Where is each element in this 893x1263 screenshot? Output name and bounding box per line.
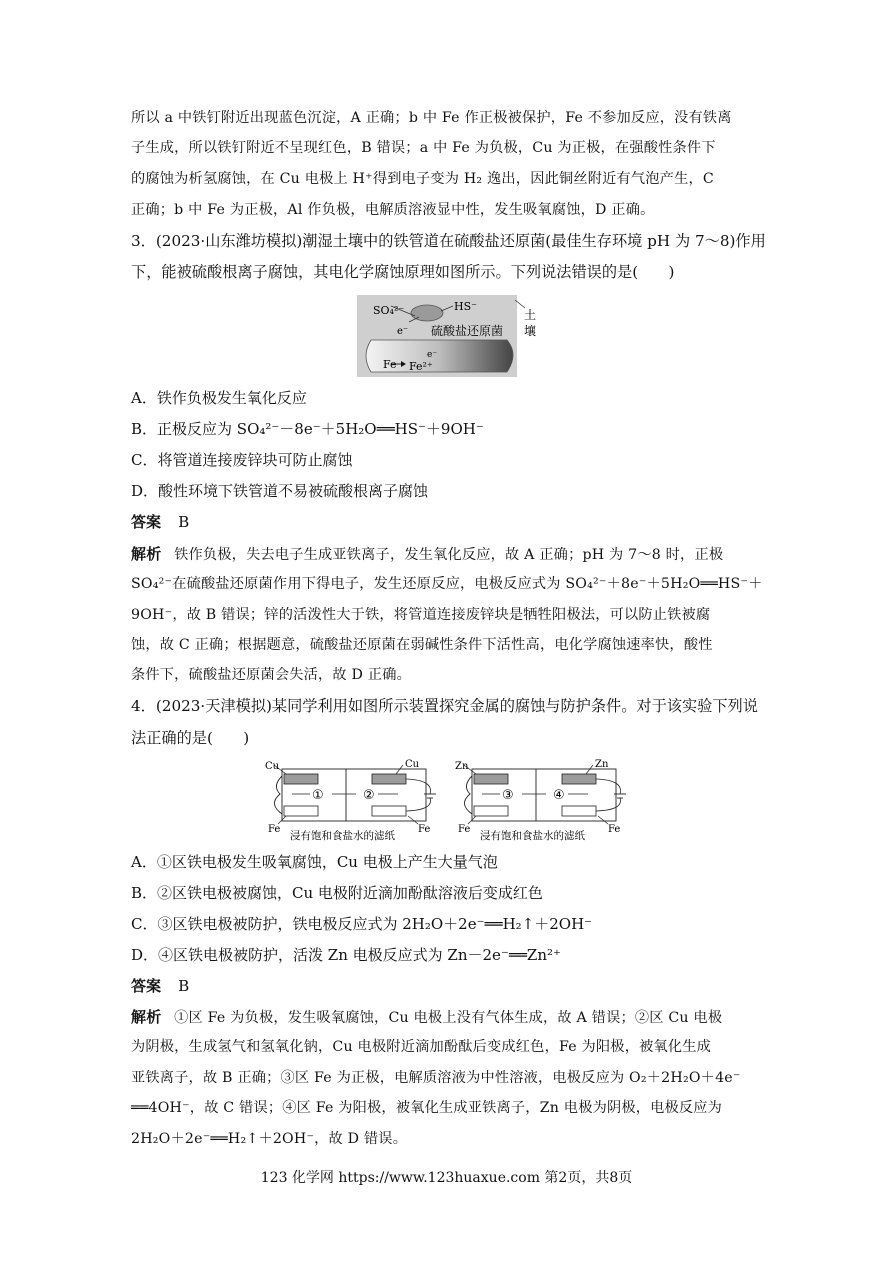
analysis-text: 铁作负极，失去电子生成亚铁离子，发生氧化反应，故 A 正确；pH 为 7～8 时，正极 bbox=[174, 547, 724, 563]
analysis-line: 2H₂O＋2e⁻══H₂↑＋2OH⁻，故 D 错误。 bbox=[131, 1131, 408, 1147]
analysis-line: ══4OH⁻，故 C 错误；④区 Fe 为阳极，被氧化生成亚铁离子，Zn 电极为阴极，电极反应为 bbox=[131, 1100, 723, 1116]
corrosion-diagram bbox=[357, 292, 539, 380]
analysis-line: 条件下，硫酸盐还原菌会失活，故 D 正确。 bbox=[131, 667, 411, 683]
question-4-stem: 4．(2023·天津模拟)某同学利用如图所示装置探究金属的腐蚀与防护条件。对于该实验下列说 bbox=[131, 697, 758, 715]
analysis-line: 9OH⁻，故 B 错误；锌的活泼性大于铁，将管道连接废锌块是牺牲阳极法，可以防止铁被腐 bbox=[131, 607, 711, 623]
apparatus-left bbox=[265, 759, 436, 842]
electron-label: e⁻ bbox=[427, 350, 438, 360]
explanation-line: 子生成，所以铁钉附近不呈现红色，B 错误；a 中 Fe 为负极，Cu 为正极，在强酸性条件下 bbox=[131, 140, 716, 156]
option-b: B．正极反应为 SO₄²⁻－8e⁻＋5H₂O══HS⁻＋9OH⁻ bbox=[131, 420, 484, 438]
analysis-line bbox=[131, 543, 766, 566]
question-4-stem: 法正确的是( ) bbox=[131, 729, 250, 747]
fe2-label: Fe²⁺ bbox=[409, 360, 433, 373]
analysis-line: 为阴极，生成氢气和氢氧化钠，Cu 电极附近滴加酚酞后变成红色，Fe 为阳极，被氧化生成 bbox=[131, 1039, 712, 1055]
fe-label: Fe bbox=[458, 824, 471, 835]
analysis-line: 蚀，故 C 正确；根据题意，硫酸盐还原菌在弱碱性条件下活性高，电化学腐蚀速率快，酸性 bbox=[131, 637, 713, 653]
analysis-label: 解析 bbox=[131, 545, 162, 563]
cu-label: Cu bbox=[405, 759, 420, 770]
zn-label: Zn bbox=[455, 761, 469, 772]
answer-row bbox=[131, 975, 766, 997]
explanation-line: 所以 a 中铁钉附近出现蓝色沉淀，A 正确；b 中 Fe 作正极被保护，Fe 不参加反应，没有铁离 bbox=[131, 110, 732, 126]
answer-value: B bbox=[178, 513, 190, 531]
fe-label: Fe bbox=[418, 824, 431, 835]
zone-1-label: ① bbox=[312, 788, 324, 803]
analysis-line bbox=[131, 1006, 766, 1029]
question-3-stem: 3．(2023·山东潍坊模拟)潮湿土壤中的铁管道在硫酸盐还原菌(最佳生存环境 pH 为 7～8)作用 bbox=[131, 232, 766, 250]
answer-value: B bbox=[178, 977, 190, 995]
filter-paper-caption: 浸有饱和食盐水的滤纸 bbox=[480, 830, 585, 842]
option-d: D．酸性环境下铁管道不易被硫酸根离子腐蚀 bbox=[131, 482, 429, 500]
fe-label: Fe bbox=[268, 824, 281, 835]
analysis-label: 解析 bbox=[131, 1008, 162, 1026]
question-3-stem: 下，能被硫酸根离子腐蚀，其电化学腐蚀原理如图所示。下列说法错误的是( ) bbox=[131, 263, 675, 281]
zone-4-label: ④ bbox=[553, 788, 565, 803]
bacteria-label: 硫酸盐还原菌 bbox=[431, 324, 504, 338]
zone-3-label: ③ bbox=[502, 788, 514, 803]
zn-label: Zn bbox=[595, 759, 609, 770]
option-a: A．铁作负极发生氧化反应 bbox=[131, 389, 307, 407]
page-footer: 123 化学网 https://www.123huaxue.com 第2页，共8页 bbox=[260, 1170, 633, 1186]
option-c: C．将管道连接废锌块可防止腐蚀 bbox=[131, 451, 353, 469]
explanation-line: 的腐蚀为析氢腐蚀，在 Cu 电极上 H⁺得到电子变为 H₂ 逸出，因此铜丝附近有气泡产生，C bbox=[131, 171, 714, 187]
analysis-text: ①区 Fe 为负极，发生吸氧腐蚀，Cu 电极上没有气体生成，故 A 错误；②区 Cu 电极 bbox=[174, 1010, 723, 1026]
option-c: C．③区铁电极被防护，铁电极反应式为 2H₂O＋2e⁻══H₂↑＋2OH⁻ bbox=[131, 915, 593, 933]
answer-label: 答案 bbox=[131, 977, 162, 995]
analysis-line: SO₄²⁻在硫酸盐还原菌作用下得电子，发生还原反应，电极反应式为 SO₄²⁻＋8e⁻＋5H₂O══HS⁻＋ bbox=[131, 576, 763, 592]
option-b: B．②区铁电极被腐蚀，Cu 电极附近滴加酚酞溶液后变成红色 bbox=[131, 884, 543, 902]
electron-label: e⁻ bbox=[397, 326, 409, 337]
filter-paper-caption: 浸有饱和食盐水的滤纸 bbox=[290, 830, 395, 842]
fe-label: Fe bbox=[383, 358, 397, 371]
option-d: D．④区铁电极被防护，活泼 Zn 电极反应式为 Zn－2e⁻══Zn²⁺ bbox=[131, 946, 561, 964]
analysis-line: 亚铁离子，故 B 正确；③区 Fe 为正极，电解质溶液为中性溶液，电极反应为 O₂＋2H₂O＋4e⁻ bbox=[131, 1070, 741, 1086]
zone-2-label: ② bbox=[363, 788, 375, 803]
option-a: A．①区铁电极发生吸氧腐蚀，Cu 电极上产生大量气泡 bbox=[131, 853, 498, 871]
cu-label: Cu bbox=[265, 761, 280, 772]
so4-label: SO₄²⁻ bbox=[373, 304, 405, 317]
answer-label: 答案 bbox=[131, 513, 162, 531]
explanation-line: 正确；b 中 Fe 为正极，Al 作负极，电解质溶液显中性，发生吸氧腐蚀，D 正确。 bbox=[131, 202, 655, 218]
electrolysis-setup-diagram bbox=[262, 756, 634, 848]
soil-label: 土 bbox=[524, 308, 537, 322]
answer-row bbox=[131, 511, 766, 533]
hs-label: HS⁻ bbox=[454, 300, 477, 313]
apparatus-right bbox=[455, 759, 626, 842]
soil-label: 壤 bbox=[524, 324, 537, 338]
fe-label: Fe bbox=[608, 824, 621, 835]
